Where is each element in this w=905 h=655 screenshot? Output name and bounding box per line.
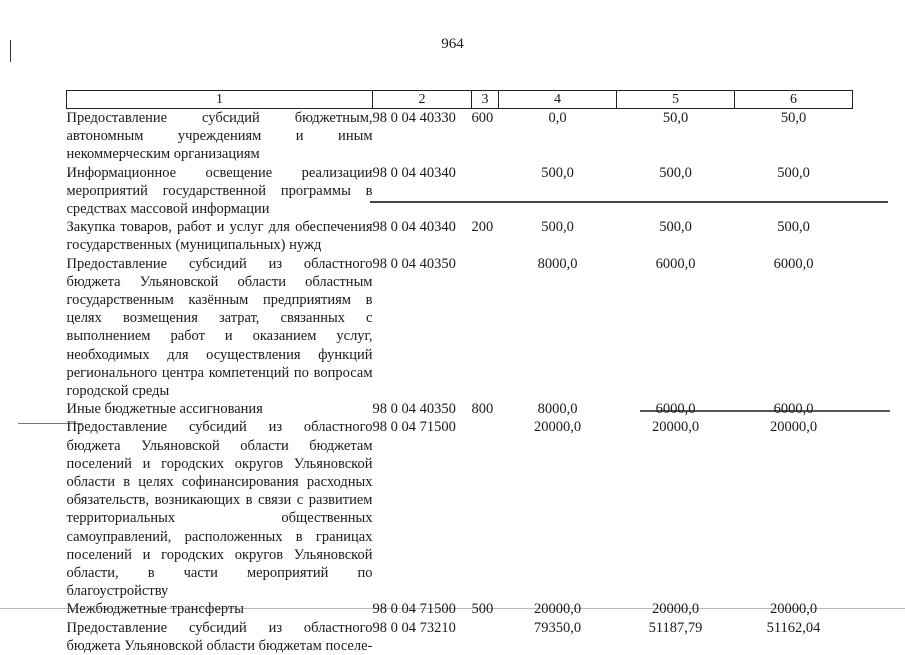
- row-value-col5: 500,0: [659, 164, 692, 181]
- table-row: [67, 400, 853, 418]
- row-target-code: 98 0 04 73210: [372, 619, 456, 636]
- row-value-col4: 8000,0: [537, 401, 578, 418]
- row-value-col5: 20000,0: [651, 601, 700, 618]
- table-row: [67, 619, 853, 655]
- row-value-col6: 20000,0: [769, 419, 818, 436]
- table-row: [67, 418, 853, 600]
- row-value-col4: 20000,0: [533, 419, 582, 436]
- row-target-code: 98 0 04 40350: [372, 255, 456, 272]
- row-description: Иные бюджетные ассигнования: [66, 401, 263, 418]
- table-row: [67, 164, 853, 219]
- table-row: [67, 255, 853, 401]
- row-description: Межбюджетные трансферты: [66, 601, 245, 618]
- column-header: 1: [67, 91, 373, 109]
- row-value-col4: 0,0: [548, 110, 567, 126]
- row-expense-type: 500: [471, 601, 494, 618]
- row-description: Закупка товаров, работ и услуг для обеспечения государственных (муниципальных) нужд: [66, 219, 373, 254]
- row-value-col6: 20000,0: [769, 601, 818, 618]
- row-value-col4: 20000,0: [533, 601, 582, 618]
- row-target-code: 98 0 04 71500: [372, 601, 456, 618]
- row-value-col5: 6000,0: [655, 401, 696, 418]
- row-description: Информационное освещение реализации мероприятий государственной программы в средствах массовой информации: [66, 164, 373, 218]
- row-target-code: 98 0 04 40350: [372, 401, 456, 418]
- table-row: [67, 109, 853, 164]
- row-value-col5: 6000,0: [655, 255, 696, 272]
- row-expense-type: 200: [471, 219, 494, 236]
- row-value-col6: 500,0: [777, 164, 810, 181]
- row-description: Предоставление субсидий из областного бюджета Ульяновской области бюджетам поселе-: [66, 619, 373, 654]
- row-description: Предоставление субсидий бюджетным, автономным учреждениям и иным некоммерческим организациям: [66, 110, 373, 163]
- row-value-col5: 500,0: [659, 219, 692, 236]
- row-description: Предоставление субсидий из областного бюджета Ульяновской области областным государственным казённым предприятиям в целях возмещения затрат, связанных с выполнением работ и оказанием услуг, необходимых для осуществления функций регионального центра компетенций по вопросам городской среды: [66, 255, 373, 400]
- row-value-col4: 500,0: [541, 164, 574, 181]
- row-value-col6: 50,0: [780, 110, 807, 126]
- column-header: 5: [617, 91, 735, 109]
- row-expense-type: [472, 619, 499, 655]
- row-description: Предоставление субсидий из областного бюджета Ульяновской области бюджетам поселений и городских округов Ульяновской области в целях софинансирования расходных обязательств, возникающих в связи с развитием территориальных общественных самоуправлений, расположенных в границах поселений и городских округов Ульяновской области, в части мероприятий по благоустройству: [66, 419, 373, 600]
- page-number: 964: [441, 36, 464, 52]
- row-expense-type: 800: [471, 401, 494, 418]
- table-row: [67, 600, 853, 618]
- column-header: 4: [499, 91, 617, 109]
- row-expense-type: [472, 164, 499, 219]
- row-value-col6: 500,0: [777, 219, 810, 236]
- row-value-col6: 6000,0: [773, 401, 814, 418]
- row-target-code: 98 0 04 40340: [372, 219, 456, 236]
- row-target-code: 98 0 04 71500: [372, 419, 456, 436]
- budget-table: [66, 90, 853, 655]
- row-value-col5: 51187,79: [648, 619, 703, 636]
- column-header: 3: [472, 91, 499, 109]
- row-expense-type: [472, 418, 499, 600]
- row-value-col4: 8000,0: [537, 255, 578, 272]
- row-target-code: 98 0 04 40330: [372, 110, 456, 126]
- table-header-row: [67, 91, 853, 109]
- row-value-col5: 20000,0: [651, 419, 700, 436]
- row-expense-type: 600: [471, 110, 494, 126]
- row-value-col4: 500,0: [541, 219, 574, 236]
- row-expense-type: [472, 255, 499, 401]
- column-header: 6: [735, 91, 853, 109]
- row-target-code: 98 0 04 40340: [372, 164, 456, 181]
- row-value-col4: 79350,0: [533, 619, 582, 636]
- row-value-col6: 6000,0: [773, 255, 814, 272]
- table-row: [67, 218, 853, 254]
- row-value-col6: 51162,04: [766, 619, 821, 636]
- row-value-col5: 50,0: [662, 110, 689, 126]
- column-header: 2: [373, 91, 472, 109]
